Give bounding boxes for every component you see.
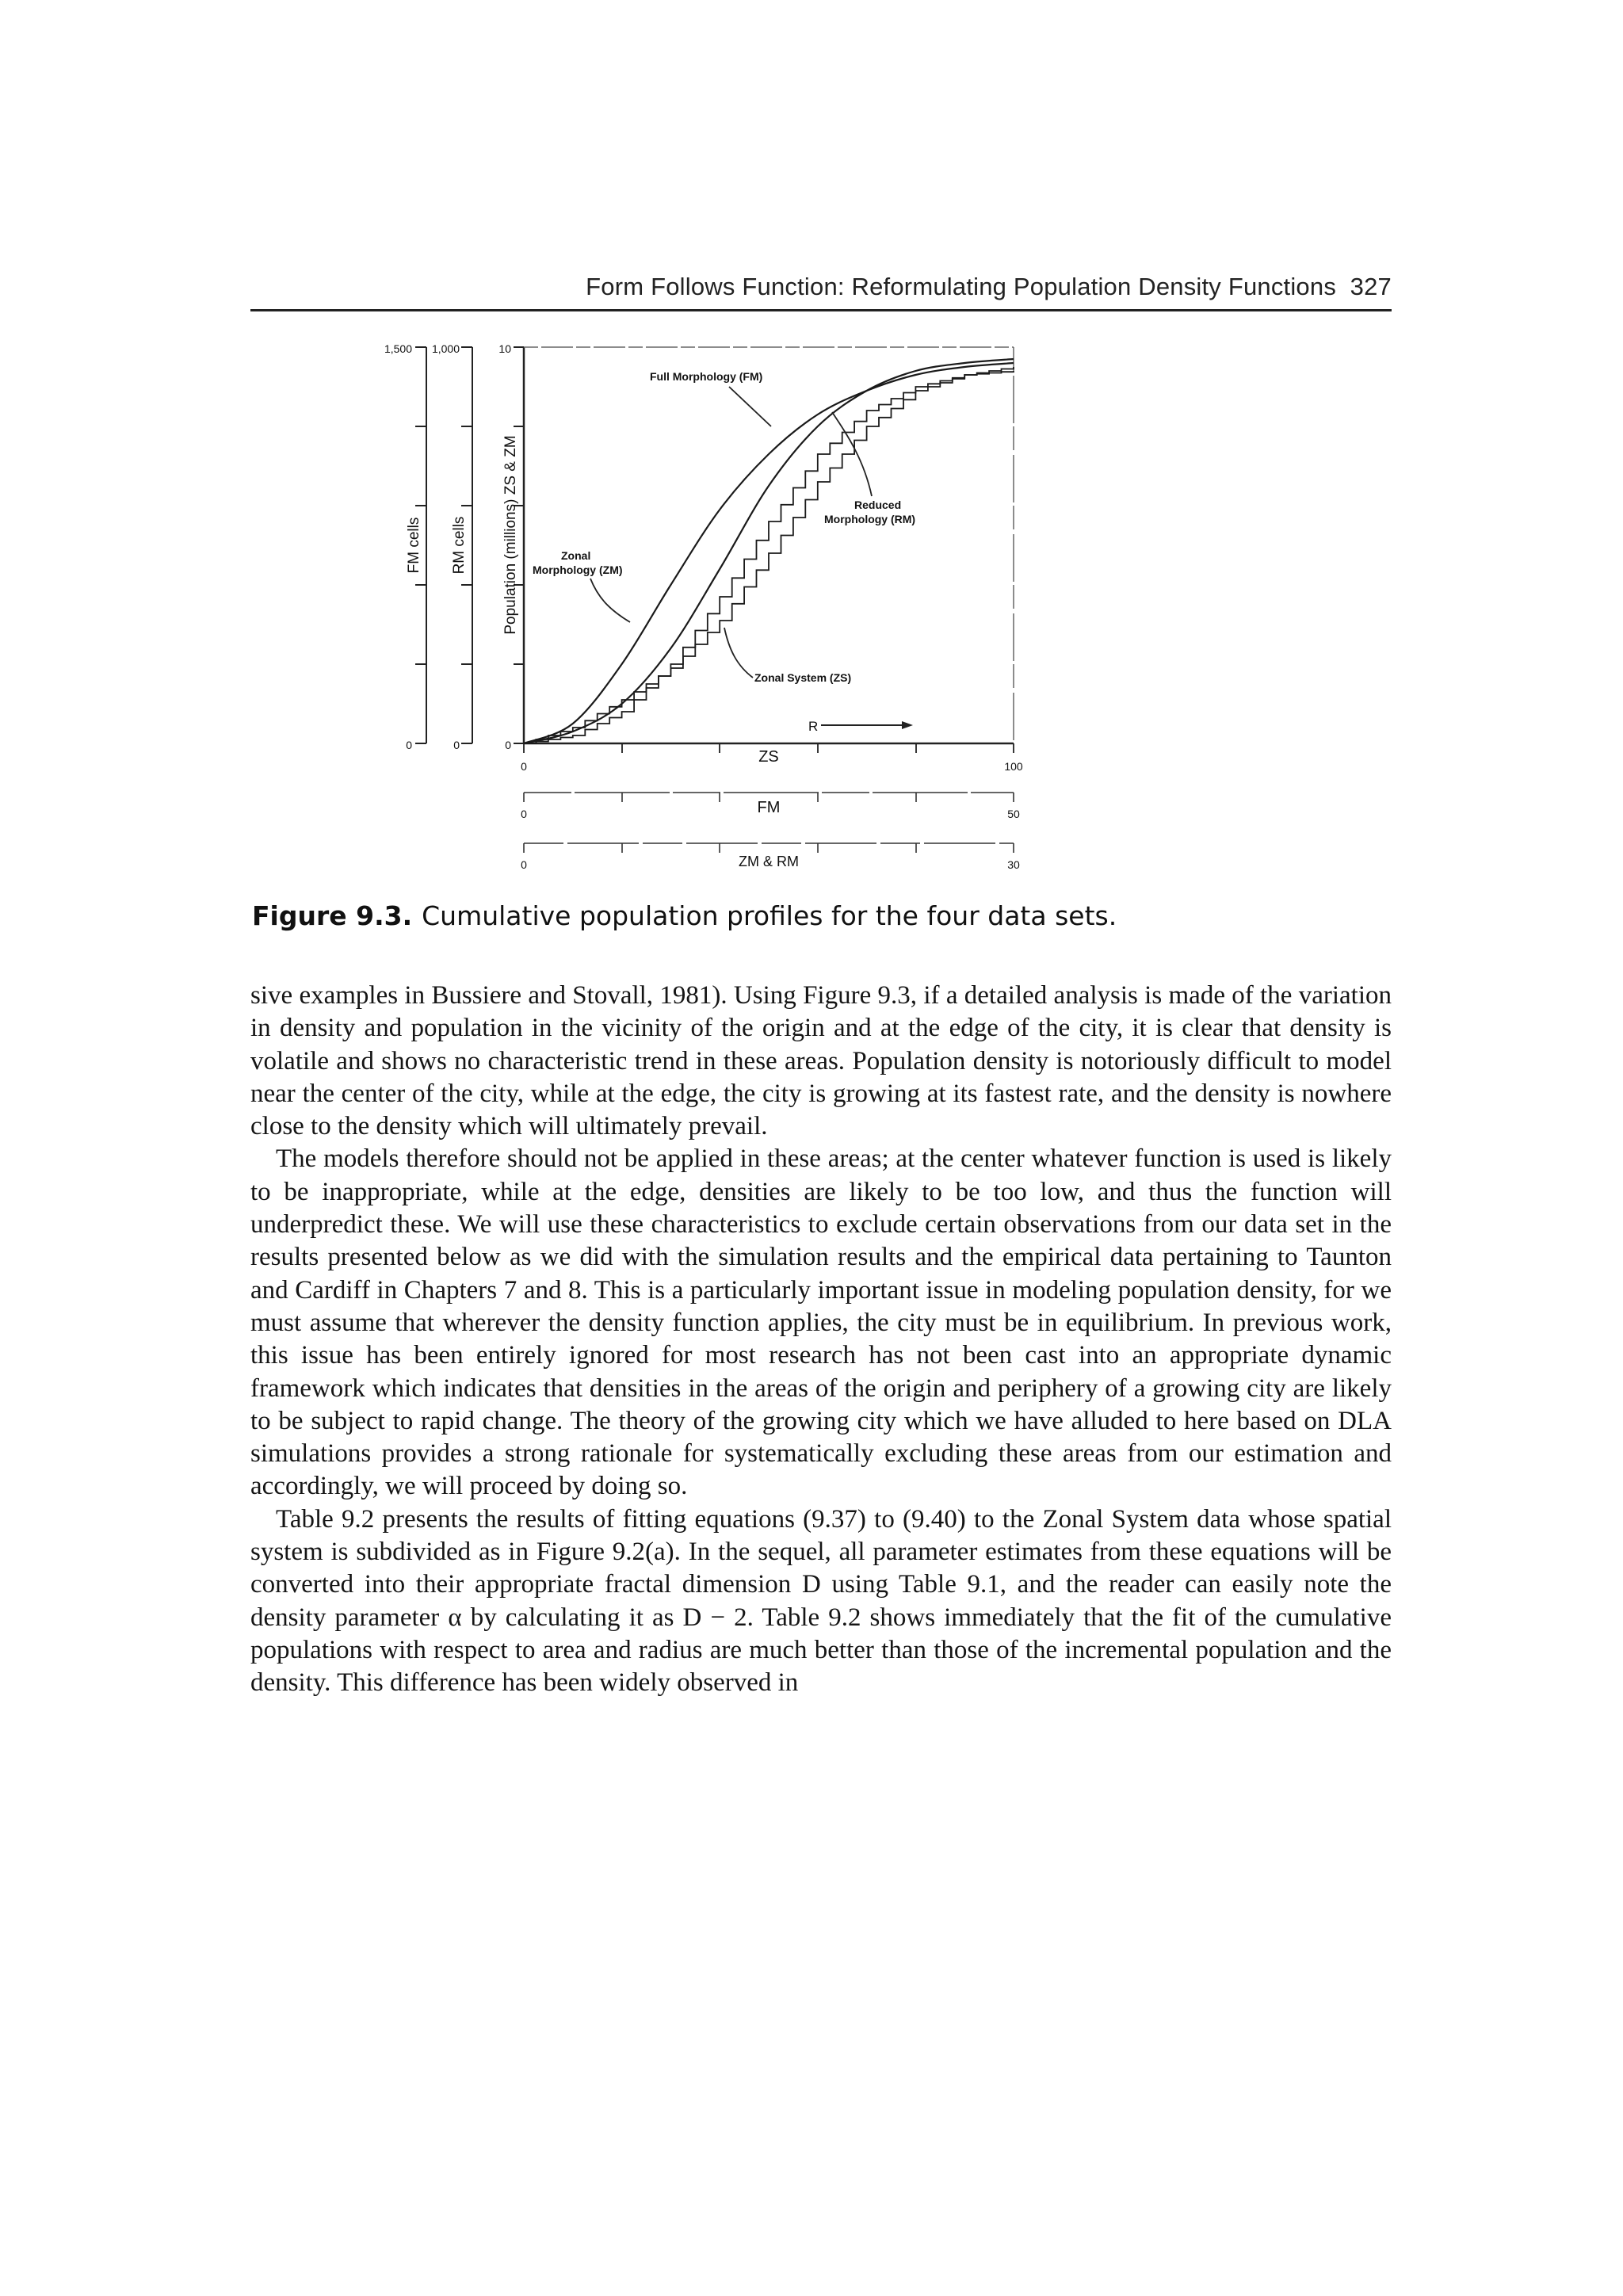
- zmrm-x-axis-label: ZM & RM: [739, 854, 799, 869]
- zmrm-x-axis-end: 30: [1007, 858, 1020, 871]
- paragraph: sive examples in Bussiere and Stovall, 1981). Using Figure 9.3, if a detailed analysis is made of the variation in density and population in the vicinity of the origin and at the edge of the city, it is clear that density is volatile and shows no characteristic trend in these areas. Population density is notoriously difficult to model near the center of the city, while at the edge, the city is growing at its fastest rate, and the density is nowhere close to the density which will ultimately prevail.: [250, 981, 1392, 1141]
- annotation-fm: Full Morphology (FM): [650, 370, 763, 383]
- rm-cells-label: RM cells: [451, 516, 468, 575]
- figure-caption-text: Cumulative population profiles for the four data sets.: [422, 900, 1117, 931]
- pop-axis-top-label: 10: [498, 342, 511, 355]
- pop-axis-bottom-label: 0: [505, 739, 511, 751]
- population-label: Population (millions) ZS & ZM: [502, 435, 519, 635]
- annotation-zm-line1: Zonal: [561, 549, 591, 562]
- figure-caption: [252, 900, 1117, 931]
- paragraph: Table 9.2 presents the results of fitting equations (9.37) to (9.40) to the Zonal System data whose spatial system is subdivided as in Figure 9.2(a). In the sequel, all parameter estimates from these equations will be converted into their appropriate fractal dimension D using Table 9.1, and the reader can easily note the density parameter α by calculating it as D − 2. Table 9.2 shows immediately that the fit of the cumulative populations with respect to area and radius are much better than those of the incremental population and the density. This difference has been widely observed in: [250, 1504, 1392, 1698]
- r-arrow-head: [902, 721, 913, 729]
- annotation-rm-line2: Morphology (RM): [824, 513, 916, 525]
- fm-x-axis-end: 50: [1007, 808, 1020, 820]
- leader-fm: [729, 387, 771, 426]
- annotation-zs: Zonal System (ZS): [754, 671, 852, 684]
- annotation-rm-line1: Reduced: [854, 499, 902, 511]
- curves: [524, 359, 1014, 743]
- zmrm-x-ticks: [524, 843, 1014, 853]
- rm-axis-bottom-label: 0: [453, 739, 460, 751]
- leader-zm: [590, 579, 630, 622]
- fm-cells-label: FM cells: [406, 517, 422, 574]
- curve-fm: [524, 359, 1014, 743]
- running-title: Form Follows Function: Reformulating Population Density Functions: [586, 273, 1337, 300]
- r-arrow-label: R: [808, 719, 819, 734]
- figure-9-3: [349, 317, 1062, 888]
- running-head: [250, 273, 1392, 301]
- paragraph: The models therefore should not be applied in these areas; at the center whatever function is used is likely to be inappropriate, while at the edge, densities are likely to be too low, and thus the function will underpredict these. We will use these characteristics to exclude certain observations from our data set in the results presented below as we did with the simulation results and the empirical data pertaining to Taunton and Cardiff in Chapters 7 and 8. This is a particularly important issue in modeling population density, for we must assume that wherever the density function applies, the city must be in equilibrium. In previous work, this issue has been entirely ignored for most research has not been cast into an appropriate dynamic framework which indicates that densities in the areas of the origin and periphery of a growing city are likely to be subject to rapid change. The theory of the growing city which we have alluded to here based on DLA simulations provides a strong rationale for systematically excluding these areas from our estimation and accordingly, we will proceed by doing so.: [250, 1144, 1392, 1501]
- annotation-zm-line2: Morphology (ZM): [533, 563, 623, 576]
- zs-axis-label: ZS: [758, 748, 779, 766]
- rm-axis-top-label: 1,000: [431, 342, 460, 355]
- fm-x-axis-label: FM: [757, 799, 781, 816]
- zs-axis-end: 100: [1004, 760, 1023, 773]
- fm-x-axis-start: 0: [521, 808, 527, 820]
- body-text: [250, 980, 1392, 1700]
- page-number: 327: [1350, 273, 1392, 300]
- header-rule: [250, 309, 1392, 311]
- fm-axis-bottom-label: 0: [406, 739, 412, 751]
- cumulative-population-chart: [349, 317, 1062, 888]
- zs-axis-start: 0: [521, 760, 527, 773]
- figure-label: Figure 9.3.: [252, 900, 413, 931]
- leader-zs: [724, 628, 753, 678]
- zmrm-x-axis-start: 0: [521, 858, 527, 871]
- fm-axis-top-label: 1,500: [384, 342, 412, 355]
